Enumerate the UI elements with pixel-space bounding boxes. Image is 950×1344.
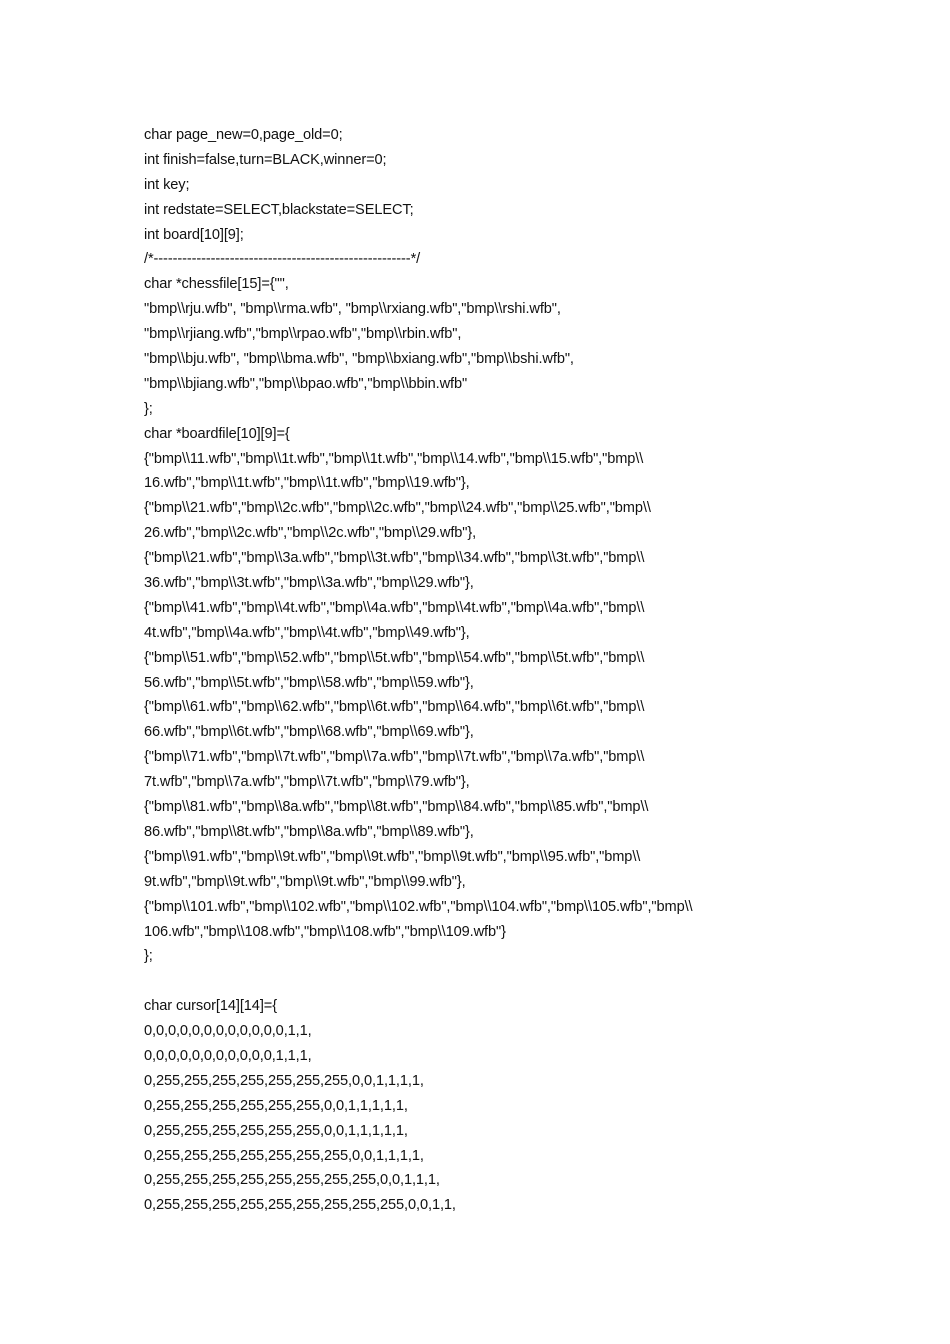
code-line: 86.wfb","bmp\\8t.wfb","bmp\\8a.wfb","bmp\\89.wfb"}, [144, 823, 474, 840]
code-line: 0,0,0,0,0,0,0,0,0,0,0,0,1,1, [144, 1023, 312, 1040]
code-line: 9t.wfb","bmp\\9t.wfb","bmp\\9t.wfb","bmp\\99.wfb"}, [144, 873, 466, 890]
code-line: "bmp\\rju.wfb", "bmp\\rma.wfb", "bmp\\rxiang.wfb","bmp\\rshi.wfb", [144, 301, 561, 318]
code-line: {"bmp\\41.wfb","bmp\\4t.wfb","bmp\\4a.wfb","bmp\\4t.wfb","bmp\\4a.wfb","bmp\\ [144, 599, 645, 616]
code-line: /*------------------------------------------------------*/ [144, 251, 421, 268]
code-line: int board[10][9]; [144, 226, 244, 243]
code-line: 26.wfb","bmp\\2c.wfb","bmp\\2c.wfb","bmp\\29.wfb"}, [144, 525, 477, 542]
code-line: char *boardfile[10][9]={ [144, 425, 290, 442]
code-line: 0,0,0,0,0,0,0,0,0,0,0,1,1,1, [144, 1047, 312, 1064]
code-line: char *chessfile[15]={"", [144, 276, 289, 293]
code-line: {"bmp\\11.wfb","bmp\\1t.wfb","bmp\\1t.wfb","bmp\\14.wfb","bmp\\15.wfb","bmp\\ [144, 450, 644, 467]
code-line: 106.wfb","bmp\\108.wfb","bmp\\108.wfb","bmp\\109.wfb"} [144, 923, 506, 940]
code-line: {"bmp\\61.wfb","bmp\\62.wfb","bmp\\6t.wfb","bmp\\64.wfb","bmp\\6t.wfb","bmp\\ [144, 699, 645, 716]
code-line: {"bmp\\51.wfb","bmp\\52.wfb","bmp\\5t.wfb","bmp\\54.wfb","bmp\\5t.wfb","bmp\\ [144, 649, 645, 666]
code-line: 66.wfb","bmp\\6t.wfb","bmp\\68.wfb","bmp\\69.wfb"}, [144, 724, 474, 741]
code-line: {"bmp\\91.wfb","bmp\\9t.wfb","bmp\\9t.wfb","bmp\\9t.wfb","bmp\\95.wfb","bmp\\ [144, 848, 641, 865]
code-line: 7t.wfb","bmp\\7a.wfb","bmp\\7t.wfb","bmp\\79.wfb"}, [144, 774, 470, 791]
code-listing [144, 123, 824, 1218]
code-line: {"bmp\\101.wfb","bmp\\102.wfb","bmp\\102.wfb","bmp\\104.wfb","bmp\\105.wfb","bmp\\ [144, 898, 693, 915]
code-line: 0,255,255,255,255,255,255,255,0,0,1,1,1,1, [144, 1147, 424, 1164]
code-line: 0,255,255,255,255,255,255,255,0,0,1,1,1,1, [144, 1072, 424, 1089]
code-line: "bmp\\rjiang.wfb","bmp\\rpao.wfb","bmp\\rbin.wfb", [144, 326, 462, 343]
code-line: 4t.wfb","bmp\\4a.wfb","bmp\\4t.wfb","bmp\\49.wfb"}, [144, 624, 470, 641]
code-line: char cursor[14][14]={ [144, 998, 277, 1015]
code-line: "bmp\\bju.wfb", "bmp\\bma.wfb", "bmp\\bxiang.wfb","bmp\\bshi.wfb", [144, 351, 574, 368]
code-line: int key; [144, 176, 190, 193]
code-line: 0,255,255,255,255,255,255,0,0,1,1,1,1,1, [144, 1122, 408, 1139]
code-line: {"bmp\\21.wfb","bmp\\2c.wfb","bmp\\2c.wfb","bmp\\24.wfb","bmp\\25.wfb","bmp\\ [144, 500, 651, 517]
code-line: int redstate=SELECT,blackstate=SELECT; [144, 201, 414, 218]
code-line: }; [144, 400, 153, 417]
code-line: 0,255,255,255,255,255,255,255,255,255,0,0,1,1, [144, 1197, 456, 1214]
code-line: 16.wfb","bmp\\1t.wfb","bmp\\1t.wfb","bmp\\19.wfb"}, [144, 475, 470, 492]
code-line [144, 969, 824, 994]
code-line: {"bmp\\71.wfb","bmp\\7t.wfb","bmp\\7a.wfb","bmp\\7t.wfb","bmp\\7a.wfb","bmp\\ [144, 749, 645, 766]
code-line: 0,255,255,255,255,255,255,0,0,1,1,1,1,1, [144, 1097, 408, 1114]
code-line: 36.wfb","bmp\\3t.wfb","bmp\\3a.wfb","bmp\\29.wfb"}, [144, 575, 474, 592]
code-line: "bmp\\bjiang.wfb","bmp\\bpao.wfb","bmp\\bbin.wfb" [144, 375, 468, 392]
code-line: }; [144, 948, 153, 965]
code-line: int finish=false,turn=BLACK,winner=0; [144, 151, 387, 168]
code-line: 56.wfb","bmp\\5t.wfb","bmp\\58.wfb","bmp\\59.wfb"}, [144, 674, 474, 691]
code-line: char page_new=0,page_old=0; [144, 127, 343, 143]
code-line: {"bmp\\81.wfb","bmp\\8a.wfb","bmp\\8t.wfb","bmp\\84.wfb","bmp\\85.wfb","bmp\\ [144, 799, 649, 816]
code-line: 0,255,255,255,255,255,255,255,255,0,0,1,1,1, [144, 1172, 440, 1189]
code-line: {"bmp\\21.wfb","bmp\\3a.wfb","bmp\\3t.wfb","bmp\\34.wfb","bmp\\3t.wfb","bmp\\ [144, 550, 645, 567]
